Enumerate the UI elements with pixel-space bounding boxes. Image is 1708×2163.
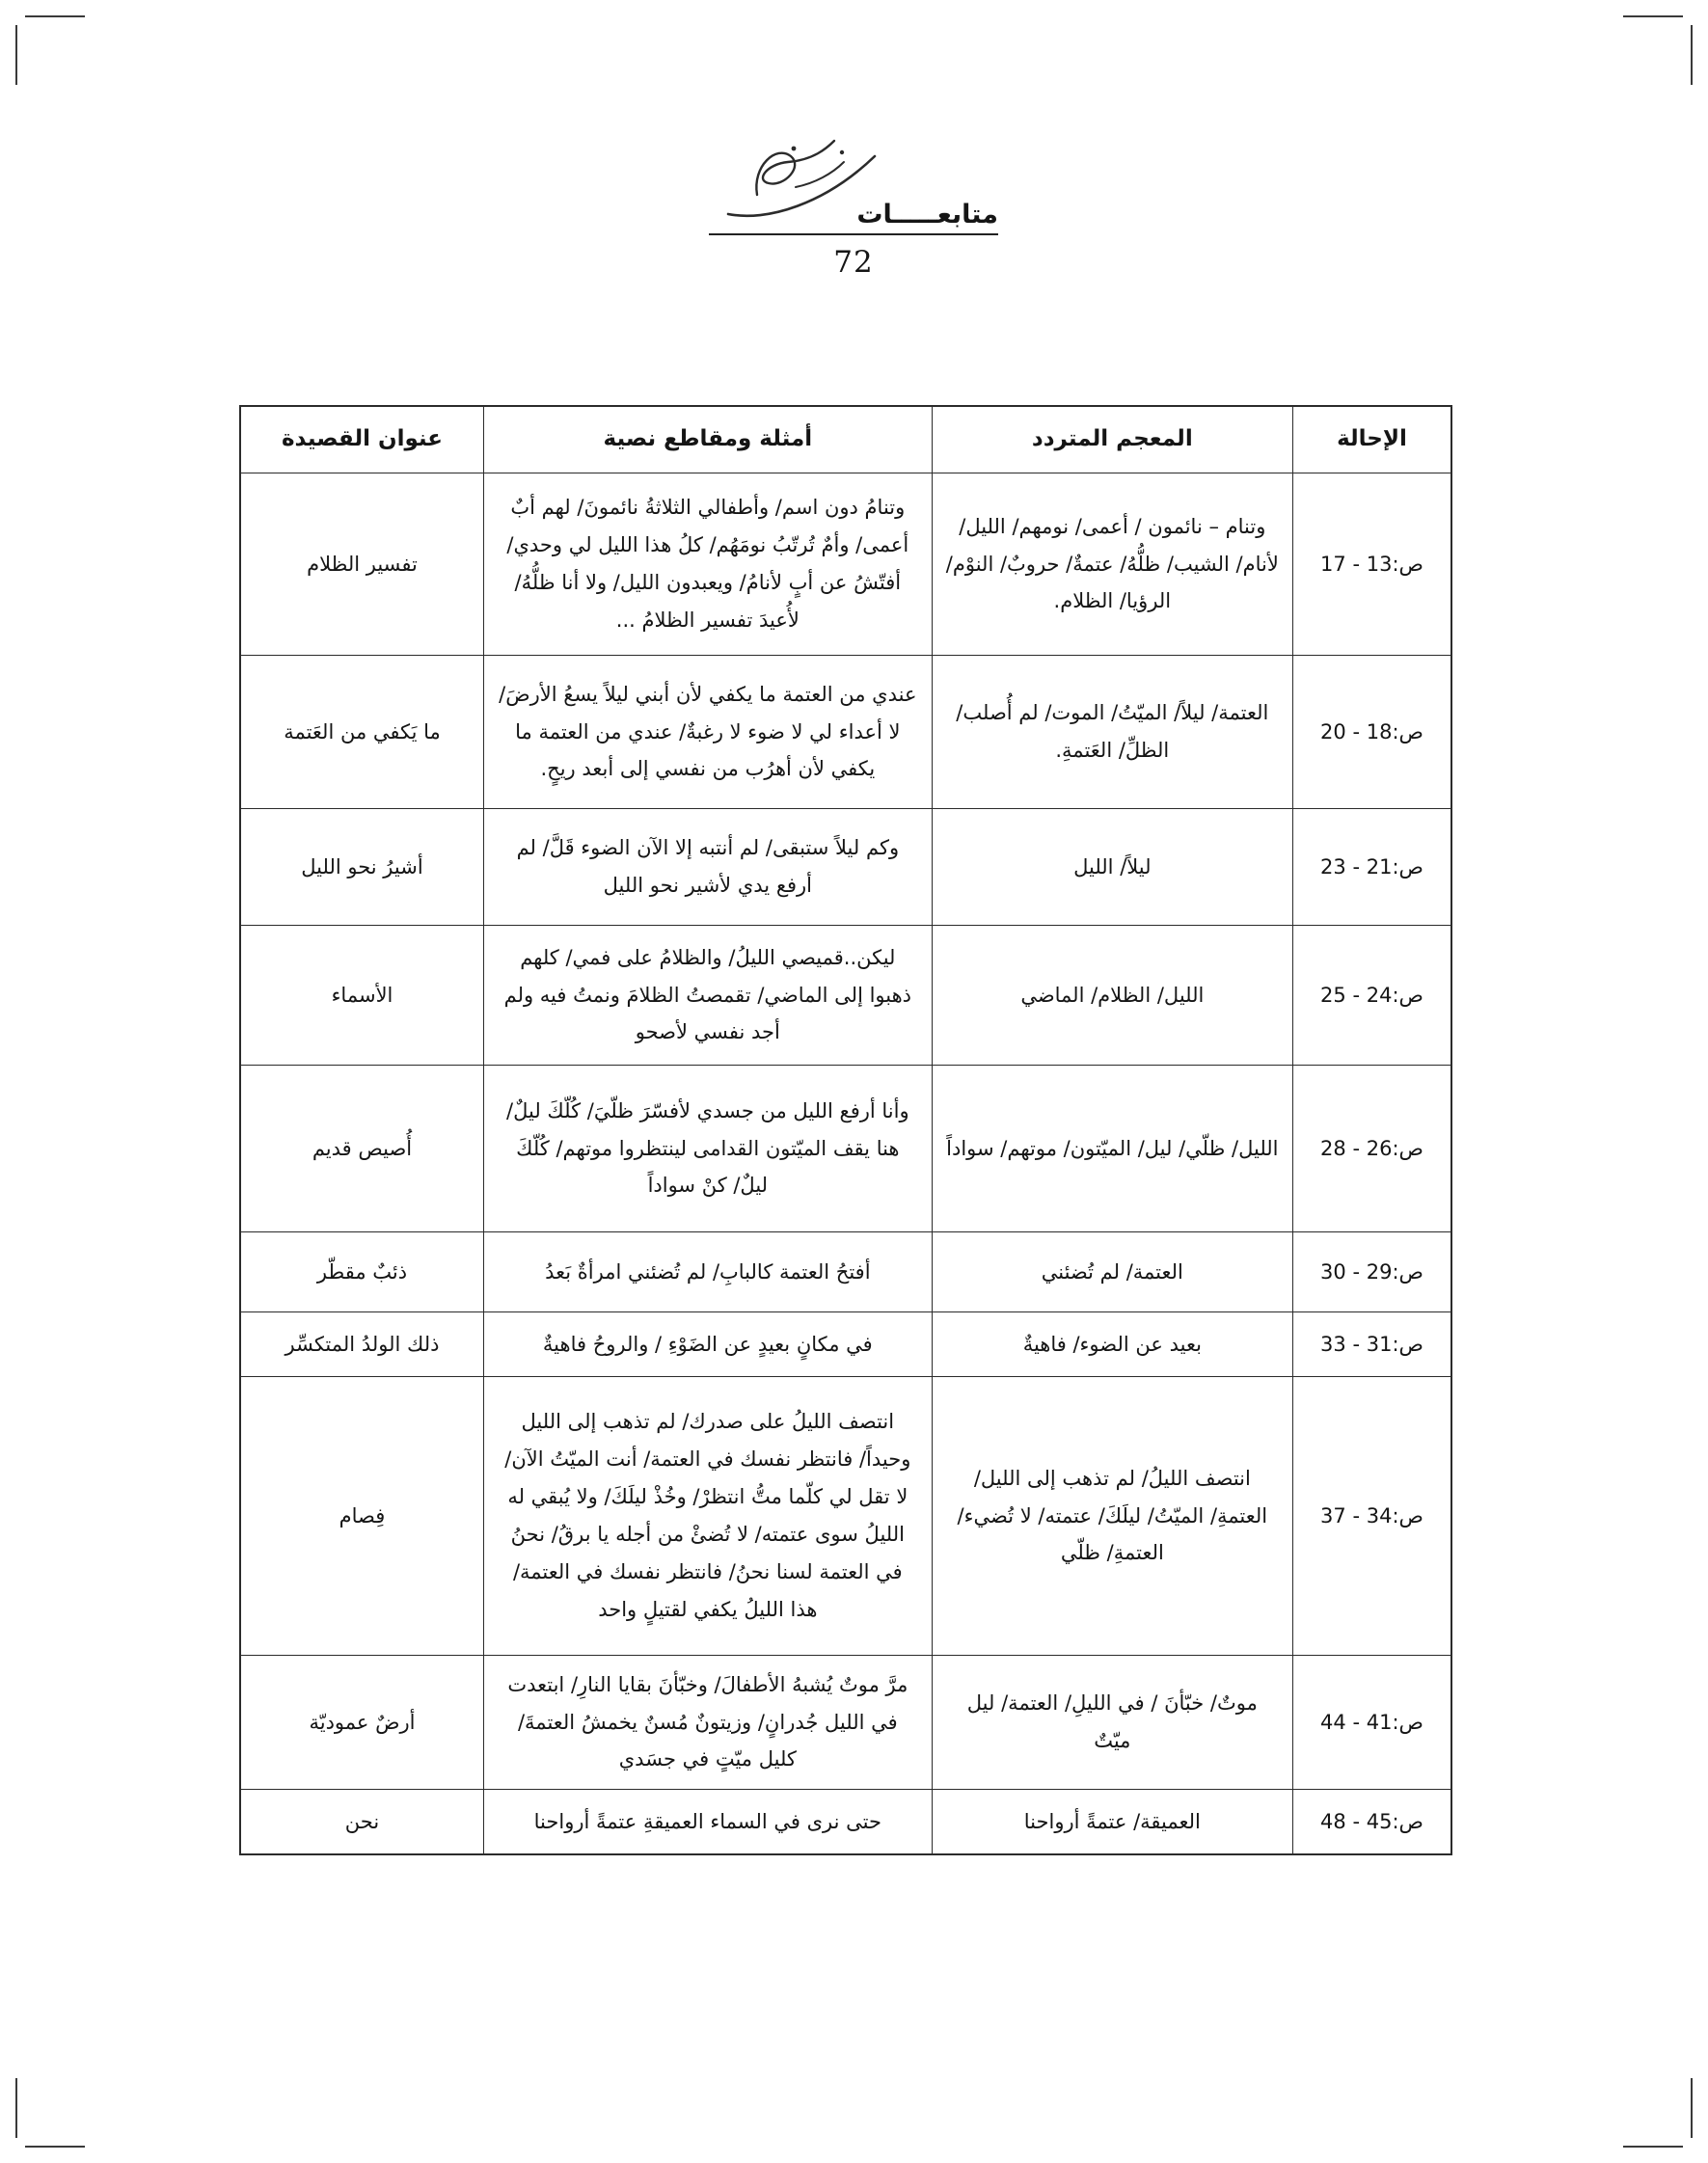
title-cell: ذئبٌ مقطّر [240, 1232, 483, 1312]
table-row [240, 1656, 1451, 1790]
examples-cell: مرَّ موتٌ يُشبهُ الأطفالَ/ وخبّأنَ بقايا النارِ/ ابتعدت في الليل جُدرانٍ/ وزيتونٌ مُسنٌ يخمشُ العتمةَ/ كليل ميّتٍ في جسَدي [483, 1656, 932, 1790]
crop-mark-top-right-h [1623, 15, 1683, 17]
crop-mark-bottom-right-h [1623, 2146, 1683, 2148]
table-row [240, 473, 1451, 656]
ref-cell: ص:21 - 23 [1292, 809, 1451, 926]
masthead-brand: متابعـــــات [856, 200, 998, 230]
lexicon-cell: انتصف الليلُ/ لم تذهب إلى الليل/ العتمةِ/ الميّتُ/ ليلَكَ/ عتمته/ لا تُضيء/ العتمةِ/ ظلّي [932, 1377, 1292, 1656]
title-cell: تفسير الظلام [240, 473, 483, 656]
examples-cell: وتنامُ دون اسم/ وأطفالي الثلاثةُ نائمونَ/ لهم أبٌ أعمى/ وأمٌ تُرتّبُ نومَهُم/ كلُ هذا الليل لي وحدي/ أفتّشُ عن أبٍ لأنامُ/ ويعبدون الليل/ ولا أنا ظلُّهُ/ لأُعيدَ تفسير الظلامُ ... [483, 473, 932, 656]
header-examples: أمثلة ومقاطع نصية [483, 406, 932, 473]
table-row [240, 1066, 1451, 1232]
title-cell: أُصيص قديم [240, 1066, 483, 1232]
crop-mark-top-left-v [15, 25, 17, 85]
header-lexicon: المعجم المتردد [932, 406, 1292, 473]
lexicon-cell: بعيد عن الضوء/ فاهيةٌ [932, 1312, 1292, 1377]
examples-cell: انتصف الليلُ على صدرك/ لم تذهب إلى الليل وحيداً/ فانتظر نفسك في العتمة/ أنت الميّتُ الآن/ لا تقل لي كلّما متُّ انتظرْ/ وخُذْ ليلَكَ/ ولا يُبقي له الليلُ سوى عتمته/ لا تُضئْ من أجله يا برقُ/ نحنُ في العتمة لسنا نحنُ/ فانتظر نفسك في العتمة/ هذا الليلُ يكفي لقتيلٍ واحد [483, 1377, 932, 1656]
ref-cell: ص:41 - 44 [1292, 1656, 1451, 1790]
lexicon-cell: العتمة/ ليلاً/ الميّتُ/ الموت/ لم أُصلب/ الظلِّ/ العَتمةِ. [932, 656, 1292, 809]
analysis-table-wrap [239, 405, 1452, 1855]
crop-mark-bottom-right-v [1691, 2078, 1693, 2138]
header-title: عنوان القصيدة [240, 406, 483, 473]
title-cell: أرضٌ عموديّة [240, 1656, 483, 1790]
ref-cell: ص:34 - 37 [1292, 1377, 1451, 1656]
ref-cell: ص:13 - 17 [1292, 473, 1451, 656]
title-cell: نحن [240, 1790, 483, 1855]
lexicon-cell: ليلاً/ الليل [932, 809, 1292, 926]
title-cell: الأسماء [240, 926, 483, 1066]
examples-cell: عندي من العتمة ما يكفي لأن أبني ليلاً يسعُ الأرضَ/ لا أعداء لي لا ضوء لا رغبةٌ/ عندي من العتمة ما يكفي لأن أهرُب من نفسي إلى أبعد ريحٍ. [483, 656, 932, 809]
lexicon-cell: موتٌ/ خبّأنَ / في الليلِ/ العتمة/ ليل ميّتٌ [932, 1656, 1292, 1790]
crop-mark-top-right-v [1691, 25, 1693, 85]
title-cell: أشيرُ نحو الليل [240, 809, 483, 926]
examples-cell: في مكانٍ بعيدٍ عن الضَوْءِ / والروحُ فاهيةٌ [483, 1312, 932, 1377]
examples-cell: حتى نرى في السماء العميقةِ عتمةً أرواحنا [483, 1790, 932, 1855]
ref-cell: ص:24 - 25 [1292, 926, 1451, 1066]
ref-cell: ص:18 - 20 [1292, 656, 1451, 809]
table-row [240, 656, 1451, 809]
ref-cell: ص:31 - 33 [1292, 1312, 1451, 1377]
title-cell: ما يَكفي من العَتمة [240, 656, 483, 809]
table-row [240, 926, 1451, 1066]
lexicon-cell: الليل/ الظلام/ الماضي [932, 926, 1292, 1066]
table-row [240, 1232, 1451, 1312]
crop-mark-bottom-left-h [25, 2146, 85, 2148]
header-ref: الإحالة [1292, 406, 1451, 473]
table-header-row [240, 406, 1451, 473]
examples-cell: وأنا أرفع الليل من جسدي لأفسّرَ ظلّيَ/ كُلّكَ ليلٌ/ هنا يقف الميّتون القدامى لينتظروا موتهم/ كُلّكَ ليلٌ/ كنْ سواداً [483, 1066, 932, 1232]
lexicon-cell: العتمة/ لم تُضئني [932, 1232, 1292, 1312]
table-row [240, 809, 1451, 926]
ref-cell: ص:45 - 48 [1292, 1790, 1451, 1855]
ref-cell: ص:29 - 30 [1292, 1232, 1451, 1312]
poem-analysis-table [239, 405, 1452, 1855]
table-row [240, 1790, 1451, 1855]
title-cell: ذلك الولدُ المتكسِّر [240, 1312, 483, 1377]
ref-cell: ص:26 - 28 [1292, 1066, 1451, 1232]
examples-cell: أفتحُ العتمة كالبابِ/ لم تُضئني امرأةٌ بَعدُ [483, 1232, 932, 1312]
lexicon-cell: وتنام – نائمون / أعمى/ نومهم/ الليل/ لأنام/ الشيب/ ظلُّهُ/ عتمةٌ/ حروبٌ/ النوْم/ الرؤيا/ الظلام. [932, 473, 1292, 656]
table-row [240, 1312, 1451, 1377]
crop-mark-bottom-left-v [15, 2078, 17, 2138]
page-number: 72 [833, 245, 874, 280]
examples-cell: وكم ليلاً ستبقى/ لم أنتبه إلا الآن الضوء قَلَّ/ لم أرفع يدي لأشير نحو الليل [483, 809, 932, 926]
crop-mark-top-left-h [25, 15, 85, 17]
title-cell: فِصام [240, 1377, 483, 1656]
lexicon-cell: العميقة/ عتمةً أرواحنا [932, 1790, 1292, 1855]
masthead-rule [709, 233, 998, 235]
lexicon-cell: الليل/ ظلّي/ ليل/ الميّتون/ موتهم/ سواداً [932, 1066, 1292, 1232]
examples-cell: ليكن..قميصي الليلُ/ والظلامُ على فمي/ كلهم ذهبوا إلى الماضي/ تقمصتُ الظلامَ ونمتُ فيه ولم أجد نفسي لأصحو [483, 926, 932, 1066]
table-row [240, 1377, 1451, 1656]
masthead [709, 135, 998, 280]
